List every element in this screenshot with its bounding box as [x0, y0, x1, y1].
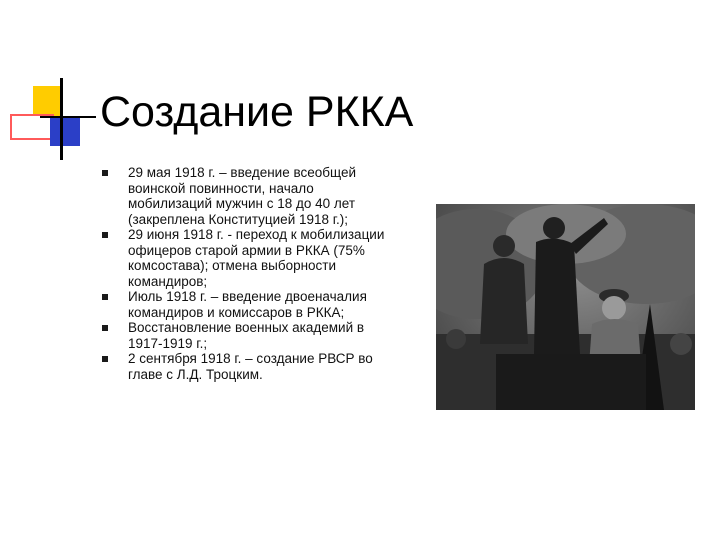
bullet-list — [102, 165, 392, 382]
bullet-marker-icon — [102, 294, 108, 300]
bullet-marker-icon — [102, 356, 108, 362]
bullet-item — [102, 289, 392, 320]
decor-vertical-line — [60, 78, 63, 160]
decor-yellow-square — [33, 86, 61, 116]
bullet-marker-icon — [102, 232, 108, 238]
decor-horizontal-line — [40, 116, 96, 118]
bullet-text: Восстановление военных академий в 1917-1919 г.; — [128, 320, 365, 351]
bullet-marker-icon — [102, 325, 108, 331]
slide-title: Создание РККА — [100, 88, 414, 136]
bullet-item — [102, 227, 392, 289]
bullet-text: 29 мая 1918 г. – введение всеобщей воинской повинности, начало мобилизаций мужчин с 18 до 40 лет (закреплена Конституцией 1918 г.); — [128, 165, 357, 227]
bullet-item — [102, 320, 392, 351]
decor-blue-square — [50, 116, 80, 146]
bullet-text: 2 сентября 1918 г. – создание РВСР во главе с Л.Д. Троцким. — [128, 351, 373, 382]
bullet-item — [102, 165, 392, 227]
historical-photo-soldiers-icon — [436, 204, 695, 410]
bullet-item — [102, 351, 392, 382]
bullet-text: 29 июня 1918 г. - переход к мобилизации офицеров старой армии в РККА (75% комсостава); отмена выборности командиров; — [128, 227, 385, 289]
bullet-text: Июль 1918 г. – введение двоеначалия командиров и комиссаров в РККА; — [128, 289, 367, 320]
bullet-marker-icon — [102, 170, 108, 176]
